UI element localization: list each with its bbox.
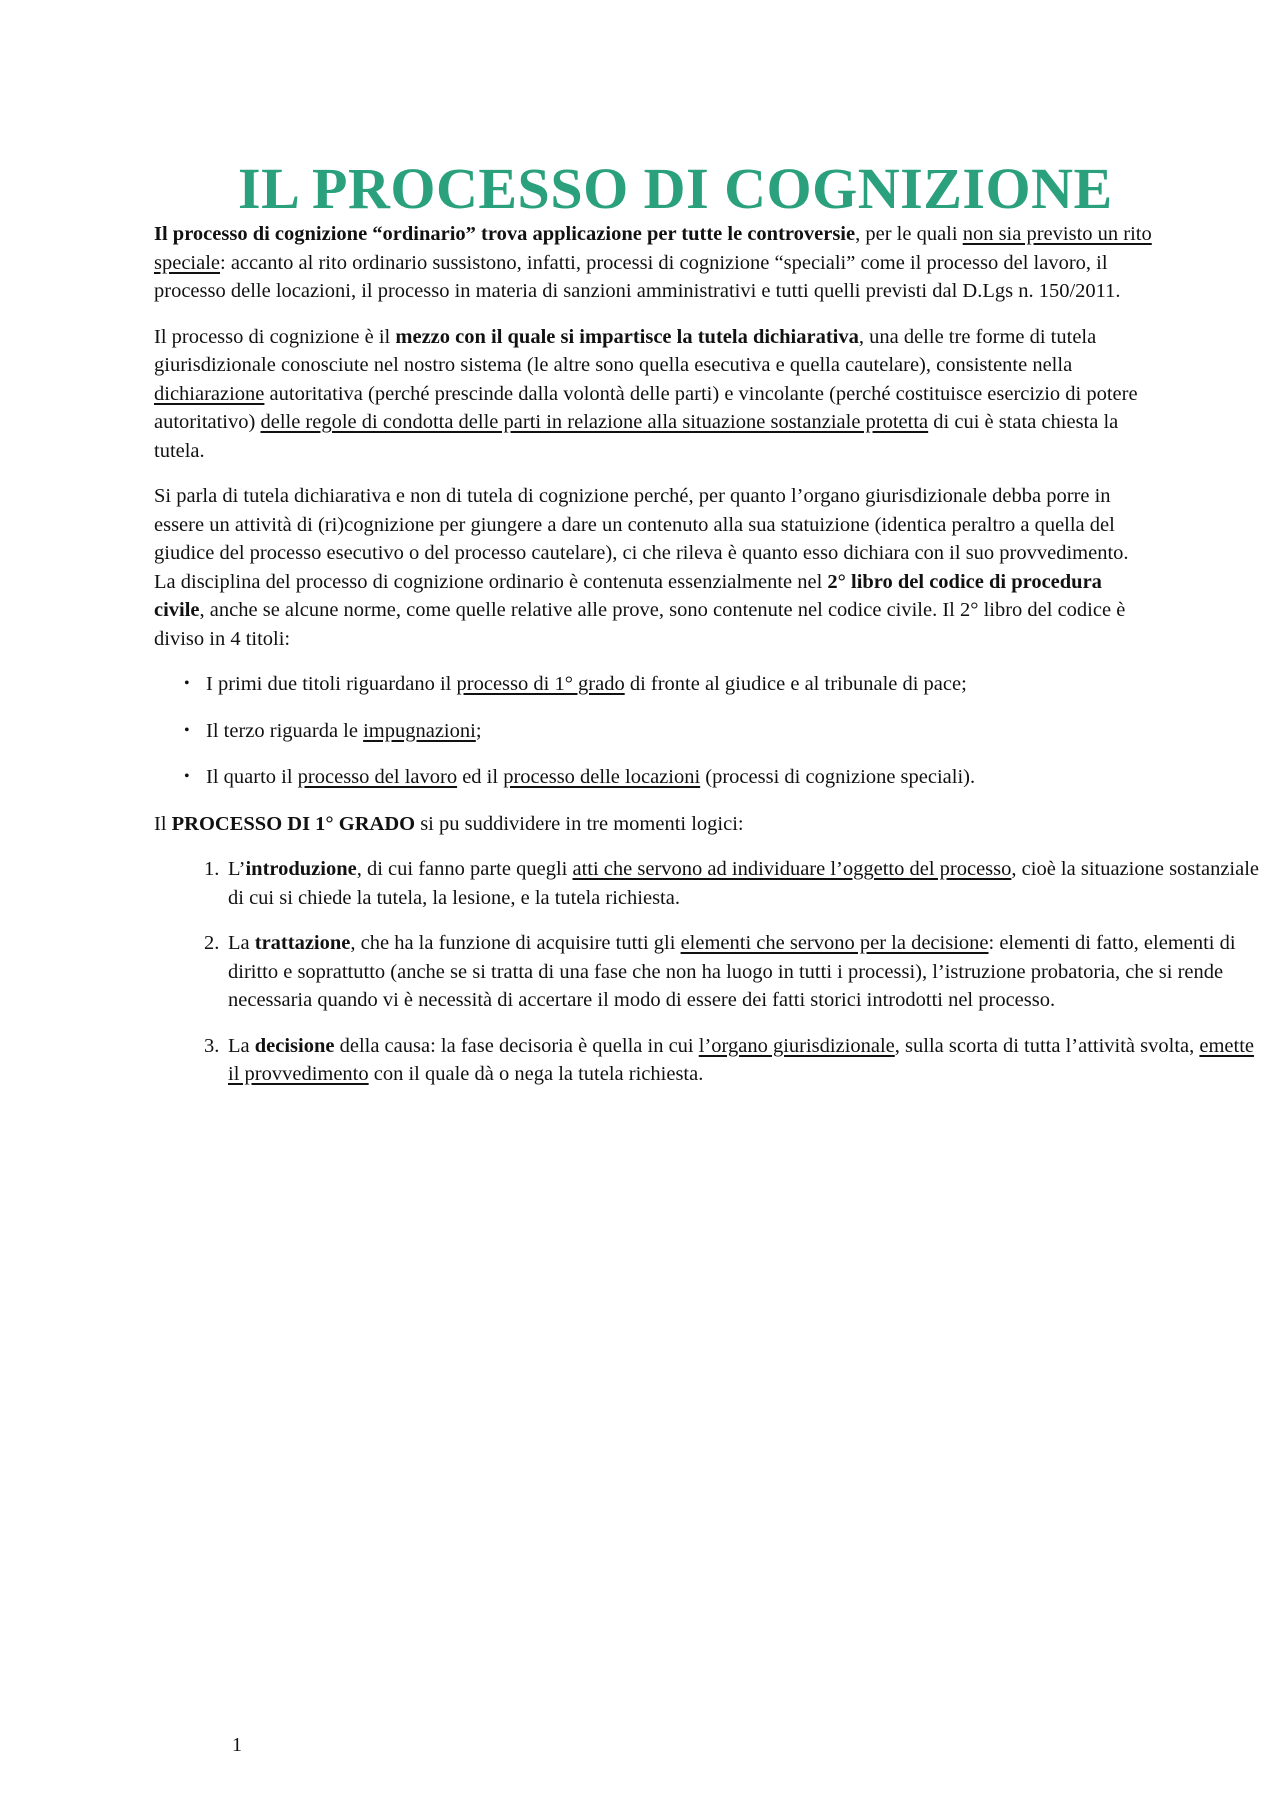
text: , cioè la situazione sostanziale di cui si chiede la tutela, la lesione, e la tutela richiesta.: [228, 858, 1260, 909]
text: (processi di cognizione speciali).: [700, 766, 976, 788]
underlined-text: non sia previsto un rito speciale: [154, 223, 1152, 274]
paragraph-primo-grado: [154, 810, 1154, 839]
text: : accanto al rito ordinario sussistono, infatti, processi di cognizione “speciali” come il processo del lavoro, il processo delle locazioni, il processo in materia di sanzioni amministrativi e tutti quelli previsti dal D.Lgs n. 150/2011.: [154, 251, 1121, 302]
underlined-text: l’organo giurisdizionale: [698, 1034, 895, 1057]
text: , per le quali: [855, 223, 963, 245]
titles-bullet-list: [154, 670, 1154, 792]
text: di cui è stata chiesta la tutela.: [154, 411, 1119, 462]
list-number: 3.: [204, 1034, 220, 1057]
text: autoritativa (perché prescinde dalla volontà delle parti) e vincolante (perché costituisce esercizio di potere autoritativo): [154, 382, 1138, 433]
text: La: [228, 932, 255, 954]
list-item: [206, 670, 1154, 699]
text: Si parla di tutela dichiarativa e non di tutela di cognizione perché, per quanto l’organo giurisdizionale debba porre in essere un attività di (ri)cognizione per giungere a dare un contenuto alla sua statuizione (identica peraltro a quella del giudice del processo esecutivo o del processo cautelare), ci che rileva è quanto esso dichiara con il suo provvedimento. La disciplina del processo di cognizione ordinario è contenuta essenzialmente nel: [154, 485, 1129, 593]
text: con il quale dà o nega la tutela richiesta.: [368, 1063, 704, 1085]
list-item: [204, 1032, 1268, 1089]
paragraph-tutela-dichiarativa: [154, 323, 1154, 466]
bold-text: 2° libro del codice di procedura civile: [154, 570, 1102, 621]
text: , una delle tre forme di tutela giurisdizionale conosciute nel nostro sistema (le altre sono quella esecutiva e quella cautelare), consistente nella: [154, 325, 1097, 376]
underlined-text: emette il provvedimento: [228, 1034, 1255, 1085]
underlined-text: processo di 1° grado: [456, 673, 625, 695]
list-item: [204, 929, 1268, 1015]
underlined-text: atti che servono ad individuare l’oggetto del processo: [572, 858, 1012, 880]
bold-text: introduzione: [245, 858, 357, 880]
page-title: IL PROCESSO DI COGNIZIONE: [238, 156, 1113, 221]
text: si pu suddividere in tre momenti logici:: [415, 812, 744, 835]
text: Il quarto il: [206, 766, 298, 788]
list-number: 2.: [204, 932, 220, 954]
underlined-text: processo del lavoro: [297, 766, 458, 788]
text: ;: [475, 719, 482, 742]
bold-text: trattazione: [254, 932, 351, 954]
text: , anche se alcune norme, come quelle relative alle prove, sono contenute nel codice civile. Il 2° libro del codice è diviso in 4 titoli:: [154, 599, 1126, 650]
list-item: [206, 717, 1154, 746]
list-item: [206, 763, 1154, 792]
paragraph-intro: [154, 220, 1154, 306]
moments-numbered-list: [154, 855, 1268, 1089]
text: L’: [228, 858, 246, 880]
paragraph-disciplina: [154, 482, 1154, 653]
underlined-text: dichiarazione: [154, 382, 265, 405]
document-body: [154, 220, 1260, 1106]
text: La: [228, 1034, 255, 1057]
list-item: [204, 855, 1268, 912]
text: , di cui fanno parte quegli: [356, 858, 573, 880]
text: I primi due titoli riguardano il: [206, 673, 457, 695]
text: ed il: [457, 766, 504, 788]
bold-text: decisione: [254, 1034, 335, 1057]
text: Il processo di cognizione è il: [154, 325, 396, 348]
text: della causa: la fase decisoria è quella in cui: [334, 1034, 699, 1057]
text: di fronte al giudice e al tribunale di pace;: [624, 673, 967, 695]
text: Il terzo riguarda le: [206, 719, 364, 742]
page-number: 1: [232, 1734, 242, 1756]
text: , che ha la funzione di acquisire tutti gli: [350, 932, 681, 954]
bold-text: mezzo con il quale si impartisce la tutela dichiarativa: [395, 325, 859, 348]
bold-text: PROCESSO DI 1° GRADO: [171, 812, 416, 835]
text: , sulla scorta di tutta l’attività svolta,: [894, 1034, 1200, 1057]
list-number: 1.: [204, 858, 220, 880]
bold-text: Il processo di cognizione “ordinario” trova applicazione per tutte le controversie: [154, 223, 856, 245]
text: : elementi di fatto, elementi di diritto e soprattutto (anche se si tratta di una fase che non ha luogo in tutti i processi), l’istruzione probatoria, che si rende necessaria quando vi è necessità di accertare il modo di essere dei fatti storici introdotti nel processo.: [228, 932, 1236, 1011]
text: Il: [154, 812, 172, 835]
underlined-text: impugnazioni: [363, 719, 476, 742]
underlined-text: elementi che servono per la decisione: [680, 932, 989, 954]
underlined-text: delle regole di condotta delle parti in relazione alla situazione sostanziale protetta: [260, 411, 929, 433]
underlined-text: processo delle locazioni: [503, 766, 701, 788]
